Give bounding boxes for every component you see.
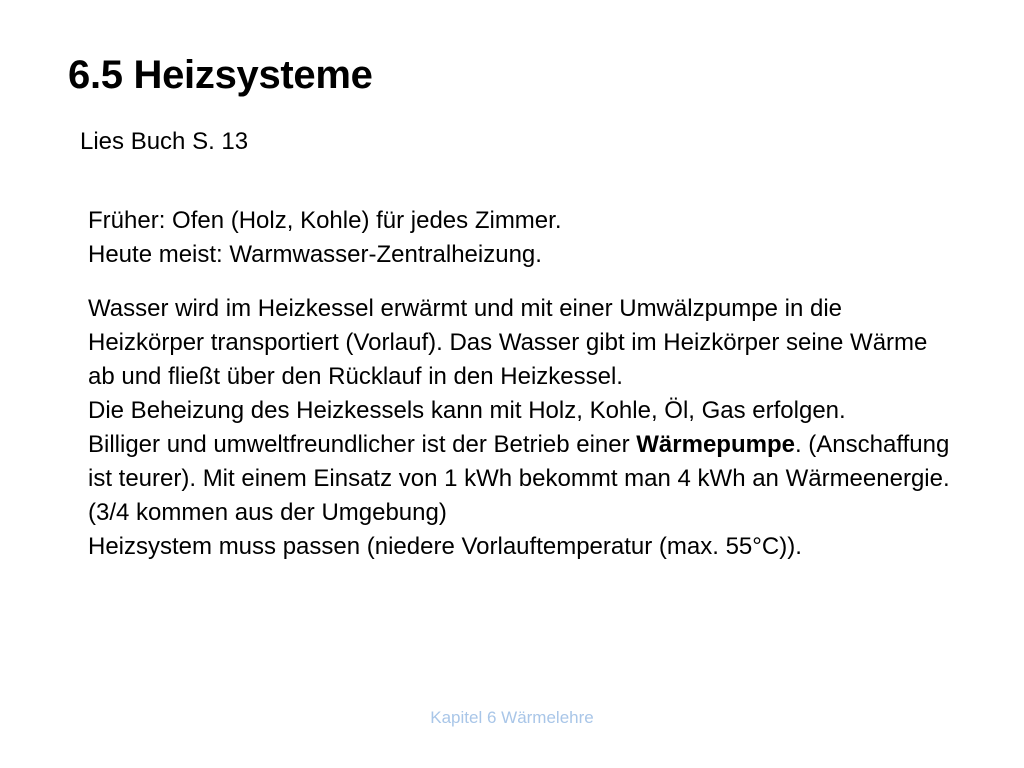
body-line-past: Früher: Ofen (Holz, Kohle) für jedes Zimmer. [88, 207, 562, 234]
heat-pump-term: Wärmepumpe [636, 431, 795, 458]
body-paragraph-fuel: Die Beheizung des Heizkessels kann mit Holz, Kohle, Öl, Gas erfolgen. [88, 397, 846, 424]
slide-footer: Kapitel 6 Wärmelehre [430, 708, 594, 727]
body-paragraph-circulation: Wasser wird im Heizkessel erwärmt und mit einer Umwälzpumpe in die Heizkörper transportiert (Vorlauf). Das Wasser gibt im Heizkörper seine Wärme ab und fließt über den Rücklauf in den Heizkessel. [88, 295, 928, 390]
heat-pump-text-start: Billiger und umweltfreundlicher ist der Betrieb einer [88, 431, 637, 458]
body-paragraph-system: Heizsystem muss passen (niedere Vorlauftemperatur (max. 55°C)). [88, 533, 802, 560]
slide-subtitle: Lies Buch S. 13 [80, 128, 249, 155]
heat-pump-text-end: . (Anschaffung ist teurer). Mit einem Einsatz von 1 kWh bekommt man 4 kWh an Wärmeenergie. (3/4 kommen aus der Umgebung) [88, 431, 950, 526]
slide-body [88, 204, 958, 564]
body-paragraph-heat-pump [88, 428, 958, 530]
slide-title: 6.5 Heizsysteme [68, 53, 373, 97]
body-line-today: Heute meist: Warmwasser-Zentralheizung. [88, 241, 542, 268]
